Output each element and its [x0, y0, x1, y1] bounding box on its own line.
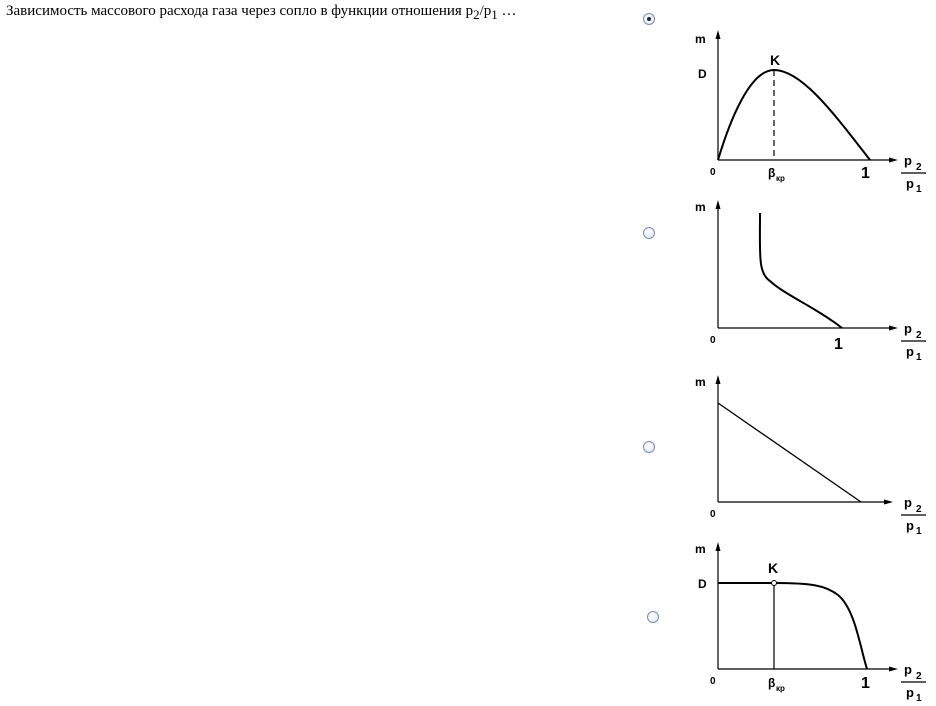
- y-axis-label: m: [695, 32, 706, 46]
- beta-sub-label: кр: [776, 684, 785, 693]
- question-sub-2: 2: [473, 7, 480, 22]
- x-num-label: p: [904, 321, 912, 336]
- origin-label: 0: [710, 676, 716, 687]
- x-den-sub: 1: [916, 693, 922, 704]
- graph-option-3: [690, 370, 930, 540]
- x-den-label: p: [906, 518, 914, 533]
- x-den-sub: 1: [916, 184, 922, 195]
- graph-option-2: [690, 195, 930, 365]
- origin-label: 0: [710, 335, 716, 346]
- question-text: [6, 2, 526, 24]
- peak-label: K: [770, 52, 781, 68]
- graph-option-1: [690, 25, 930, 200]
- question-sub-1: 1: [491, 7, 498, 22]
- y-axis-label: m: [695, 542, 706, 556]
- beta-label: β: [768, 166, 776, 180]
- x-num-sub: 2: [916, 671, 922, 682]
- one-label: 1: [834, 336, 843, 353]
- origin-label: 0: [710, 167, 716, 178]
- x-den-label: p: [906, 344, 914, 359]
- beta-sub-label: кр: [776, 174, 785, 183]
- question-text-main: Зависимость массового расхода газа через сопло в функции отношения p: [6, 3, 474, 19]
- x-den-sub: 1: [916, 352, 922, 363]
- x-num-label: p: [904, 662, 912, 677]
- x-den-label: p: [906, 176, 914, 191]
- x-num-sub: 2: [916, 504, 922, 515]
- origin-label: 0: [710, 509, 716, 520]
- x-den-sub: 1: [916, 526, 922, 537]
- question-ellipsis: …: [497, 3, 517, 19]
- one-label: 1: [861, 675, 870, 692]
- y-axis-label: m: [695, 200, 706, 214]
- graph-option-4: [690, 537, 930, 706]
- radio-option-2[interactable]: [643, 227, 655, 239]
- x-num-sub: 2: [916, 330, 922, 341]
- radio-option-4[interactable]: [647, 611, 659, 623]
- y-axis-label: m: [695, 375, 706, 389]
- x-den-label: p: [906, 685, 914, 700]
- peak-label: K: [768, 560, 779, 576]
- beta-label: β: [768, 676, 776, 690]
- radio-option-3[interactable]: [643, 441, 655, 453]
- x-num-label: p: [904, 495, 912, 510]
- radio-option-1[interactable]: [643, 13, 655, 25]
- one-label: 1: [861, 165, 870, 182]
- question-slash: /p: [479, 3, 492, 19]
- d-level-label: D: [698, 577, 707, 591]
- x-num-sub: 2: [916, 162, 922, 173]
- x-num-label: p: [904, 153, 912, 168]
- d-level-label: D: [698, 67, 707, 81]
